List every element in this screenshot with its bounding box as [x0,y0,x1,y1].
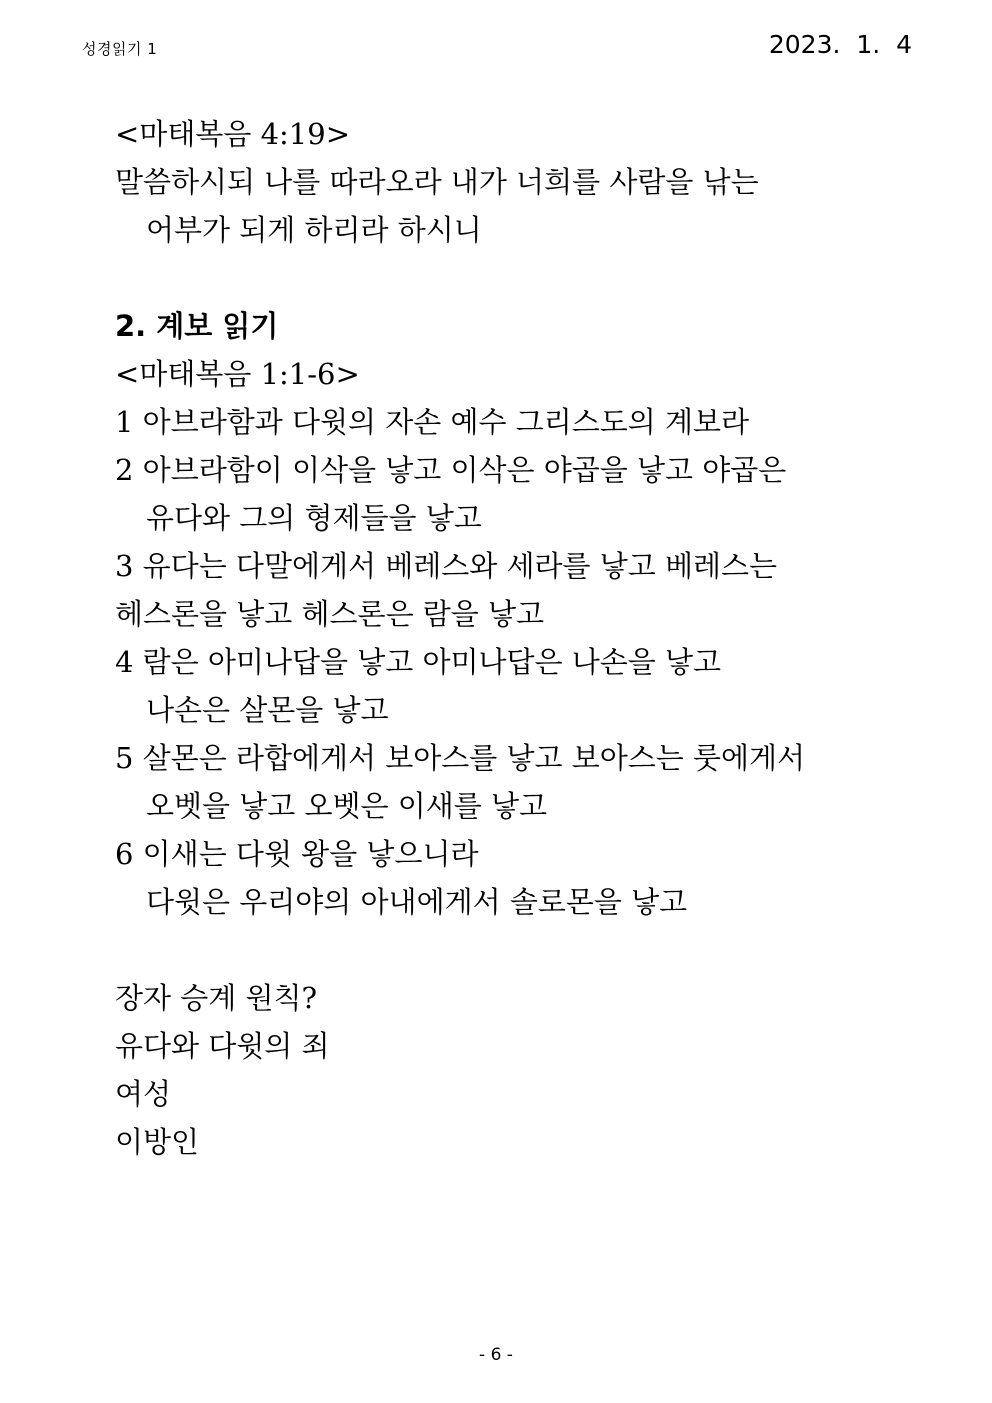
verse-line: 5 살몬은 라합에게서 보아스를 낳고 보아스는 룻에게서 [115,741,806,775]
verse-line: 다윗은 우리야의 아내에게서 솔로몬을 낳고 [146,885,688,919]
verse-line: 1 아브라함과 다윗의 자손 예수 그리스도의 계보라 [115,405,750,439]
page-number: - 6 - [479,1345,513,1365]
verse-line: 4 람은 아미나답을 낳고 아미나답은 나손을 낳고 [115,645,722,679]
blank-line [115,926,905,974]
verse-line: 3 유다는 다말에게서 베레스와 세라를 낳고 베레스는 [115,549,778,583]
verse-line: 말씀하시되 나를 따라오라 내가 너희를 사람을 낚는 [115,165,759,199]
verse-line: 6 이새는 다윗 왕을 낳으니라 [115,837,479,871]
page-content [115,110,905,1166]
note-line: 여성 [115,1077,172,1111]
verse-line: 어부가 되게 하리라 하시니 [146,213,482,247]
section-heading: 2. 계보 읽기 [115,309,279,343]
blank-line [115,254,905,302]
note-line: 유다와 다윗의 죄 [115,1029,330,1063]
verse-line: 유다와 그의 형제들을 낳고 [146,501,482,535]
note-line: 이방인 [115,1125,200,1159]
verse-line: 나손은 살몬을 낳고 [146,693,389,727]
scripture-reference: <마태복음 1:1-6> [115,357,360,391]
note-line: 장자 승계 원칙? [115,981,318,1015]
verse-line: 2 아브라함이 이삭을 낳고 이삭은 야곱을 낳고 야곱은 [115,453,787,487]
scripture-reference: <마태복음 4:19> [115,117,350,151]
document-title: 성경읽기 1 [82,40,158,58]
verse-line: 헤스론을 낳고 헤스론은 람을 낳고 [115,597,545,631]
verse-line: 오벳을 낳고 오벳은 이새를 낳고 [146,789,548,823]
document-date: 2023. 1. 4 [768,30,912,59]
